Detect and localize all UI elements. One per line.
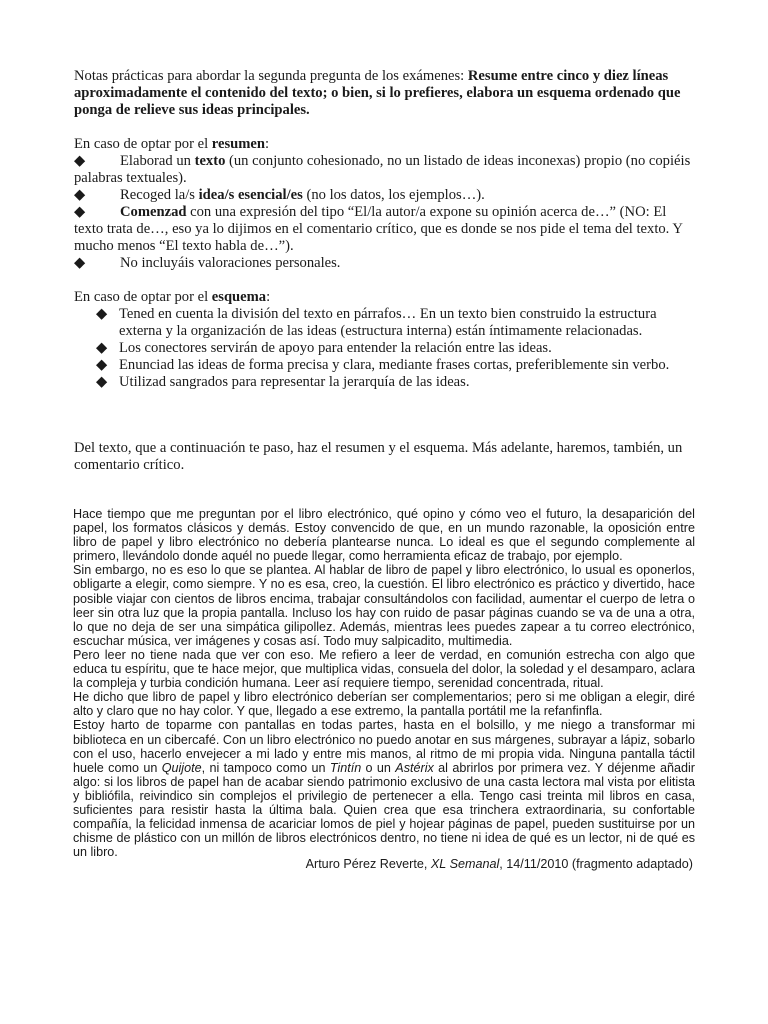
list-item-text: con una expresión del tipo “El/la autor/a expone su opinión acerca de…” (NO: El texto trata de…, eso ya lo dijimos en el comentario crítico, que es donde se nos pide el tema del texto. Y mucho menos “El texto habla de…”). [74, 204, 683, 254]
article-paragraph: Hace tiempo que me preguntan por el libro electrónico, qué opino y cómo veo el futuro, la desaparición del papel, los formatos clásicos y demás. Estoy convencido de que, en un mundo razonable, la oposición entre libro de papel y libro electrónico no debería plantearse nunca. Lo ideal es que el segundo complemente al primero, llevándolo donde aquél no puede llegar, como herramienta eficaz de trabajo, por ejemplo. [73, 507, 695, 564]
list-item-text: Los conectores servirán de apoyo para entender la relación entre las ideas. [119, 340, 552, 356]
article-credit [73, 857, 693, 871]
diamond-bullet-icon: ◆ [96, 306, 108, 322]
article-paragraph: He dicho que libro de papel y libro electrónico deberían ser complementarios; pero si me obligan a elegir, diré alto y claro que no hay color. Y que, llegado a ese extremo, la pantalla portátil me la refanfinfla. [73, 690, 695, 719]
article-text-run: al abrirlos por primera vez. Y déjenme añadir algo: si los libros de papel han de acabar siendo patrimonio exclusivo de una casta lectora mal vista por elitista y bibliófila, reivindico sin complejos el privilegio de pertenecer a ella. Tengo casi treinta mil libros en casa, suficientes para resistir hasta la última bala. Quien crea que esa trinchera extraordinaria, su confortable compañía, la felicidad inmensa de acariciar lomos de piel y hojear páginas de papel, pueden sustituirse por un chisme de plástico con un millón de libros electrónicos dentro, no tiene ni idea de qué es un lector, ni de qué es un libro. [73, 760, 695, 860]
article-paragraph [73, 718, 695, 859]
list-item [96, 306, 696, 340]
list-item [96, 340, 696, 357]
list-item-text: Tened en cuenta la división del texto en párrafos… En un texto bien construido la estructura externa y la organización de las ideas (estructura interna) están íntimamente relacionadas. [119, 306, 657, 339]
article-text-run: o un [361, 760, 396, 775]
diamond-bullet-icon: ◆ [74, 187, 86, 203]
diamond-bullet-icon: ◆ [96, 374, 108, 390]
list-item [74, 204, 696, 255]
article-paragraph: Sin embargo, no es eso lo que se plantea. Al hablar de libro de papel y libro electrónico, lo usual es oponerlos, obligarte a elegir, como siempre. Y no es esa, creo, la cuestión. El libro electrónico es práctico y divertido, hace posible viajar con cientos de libros encima, trabajar consultándolos con facilidad, aumentar el cuerpo de letra o leer sin otra luz que la propia pantalla. Incluso los hay con ruido de pasar páginas cuando se va de una a otra, lo que no deja de ser una simpática gilipollez. Además, mientras lees puedes zapear a tu correo electrónico, escuchar música, ver imágenes y cosas así. Todo muy salpicadito, multimedia. [73, 563, 695, 648]
credit-date: , 14/11/2010 (fragmento adaptado) [499, 857, 693, 871]
list-item-text: Elaborad un [120, 153, 195, 169]
credit-author: Arturo Pérez Reverte, [305, 857, 431, 871]
list-item-text: (un conjunto cohesionado, no un listado de ideas inconexas) propio (no copiéis palabras textuales). [74, 153, 691, 186]
list-item [96, 374, 696, 391]
diamond-bullet-icon: ◆ [74, 255, 86, 271]
list-item-text: Enunciad las ideas de forma precisa y clara, mediante frases cortas, preferiblemente sin verbo. [119, 357, 670, 373]
esquema-heading-text: En caso de optar por el [74, 289, 212, 305]
article-paragraph: Pero leer no tiene nada que ver con eso. Me refiero a leer de verdad, en comunión estrecha con algo que educa tu espíritu, que te hace mejor, que multiplica vidas, consuela del dolor, la soledad y el desamparo, aclara la compleja y turbia condición humana. Leer así requiere tiempo, serenidad concentrada, ritual. [73, 647, 695, 691]
resumen-heading-colon: : [265, 136, 270, 152]
resumen-heading [74, 136, 696, 153]
resumen-heading-keyword: resumen [211, 136, 266, 152]
resumen-heading-text: En caso de optar por el [74, 136, 212, 152]
diamond-bullet-icon: ◆ [96, 340, 108, 356]
list-item-text: Recoged la/s [120, 187, 199, 203]
resumen-list [74, 153, 696, 272]
diamond-bullet-icon: ◆ [74, 204, 86, 220]
article-text-run: Estoy harto de toparme con pantallas en todas partes, hasta en el bolsillo, y me niego a transformar mi biblioteca en un cibercafé. Con un libro electrónico no puedo anotar en sus márgenes, subrayar a lápiz, sobarlo con el uso, hacerlo envejecer a mi lado y entre mis manos, al ritmo de mi propia vida. Ninguna pantalla táctil huele como un [73, 718, 695, 775]
diamond-bullet-icon: ◆ [96, 357, 108, 373]
list-item [74, 187, 696, 204]
credit-publication: XL Semanal [430, 857, 500, 871]
intro-question: Resume entre cinco y diez líneas aproximadamente el contenido del texto; o bien, si lo prefieres, elabora un esquema ordenado que ponga de relieve sus ideas principales. [74, 68, 681, 118]
esquema-heading [74, 289, 696, 306]
list-item [74, 153, 696, 187]
list-item-keyword: Comenzad [120, 204, 187, 220]
list-item-keyword: idea/s esencial/es [198, 187, 303, 203]
esquema-heading-colon: : [266, 289, 271, 305]
list-item [96, 357, 696, 374]
list-item-text: No incluyáis valoraciones personales. [120, 255, 341, 271]
list-item-text: Utilizad sangrados para representar la jerarquía de las ideas. [119, 374, 470, 390]
list-item [74, 255, 696, 272]
list-item-keyword: texto [194, 153, 226, 169]
book-title: Astérix [395, 760, 434, 775]
article-text-run: , ni tampoco como un [201, 760, 330, 775]
esquema-heading-keyword: esquema [211, 289, 267, 305]
intro-text: Notas prácticas para abordar la segunda pregunta de los exámenes: [74, 68, 468, 84]
esquema-list [96, 306, 696, 391]
final-instruction: Del texto, que a continuación te paso, haz el resumen y el esquema. Más adelante, haremos, también, un comentario crítico. [74, 440, 683, 473]
diamond-bullet-icon: ◆ [74, 153, 86, 169]
book-title: Tintín [329, 760, 362, 775]
intro-paragraph [74, 68, 696, 119]
book-title: Quijote [161, 760, 202, 775]
article-text [73, 507, 695, 859]
list-item-text: (no los datos, los ejemplos…). [302, 187, 485, 203]
